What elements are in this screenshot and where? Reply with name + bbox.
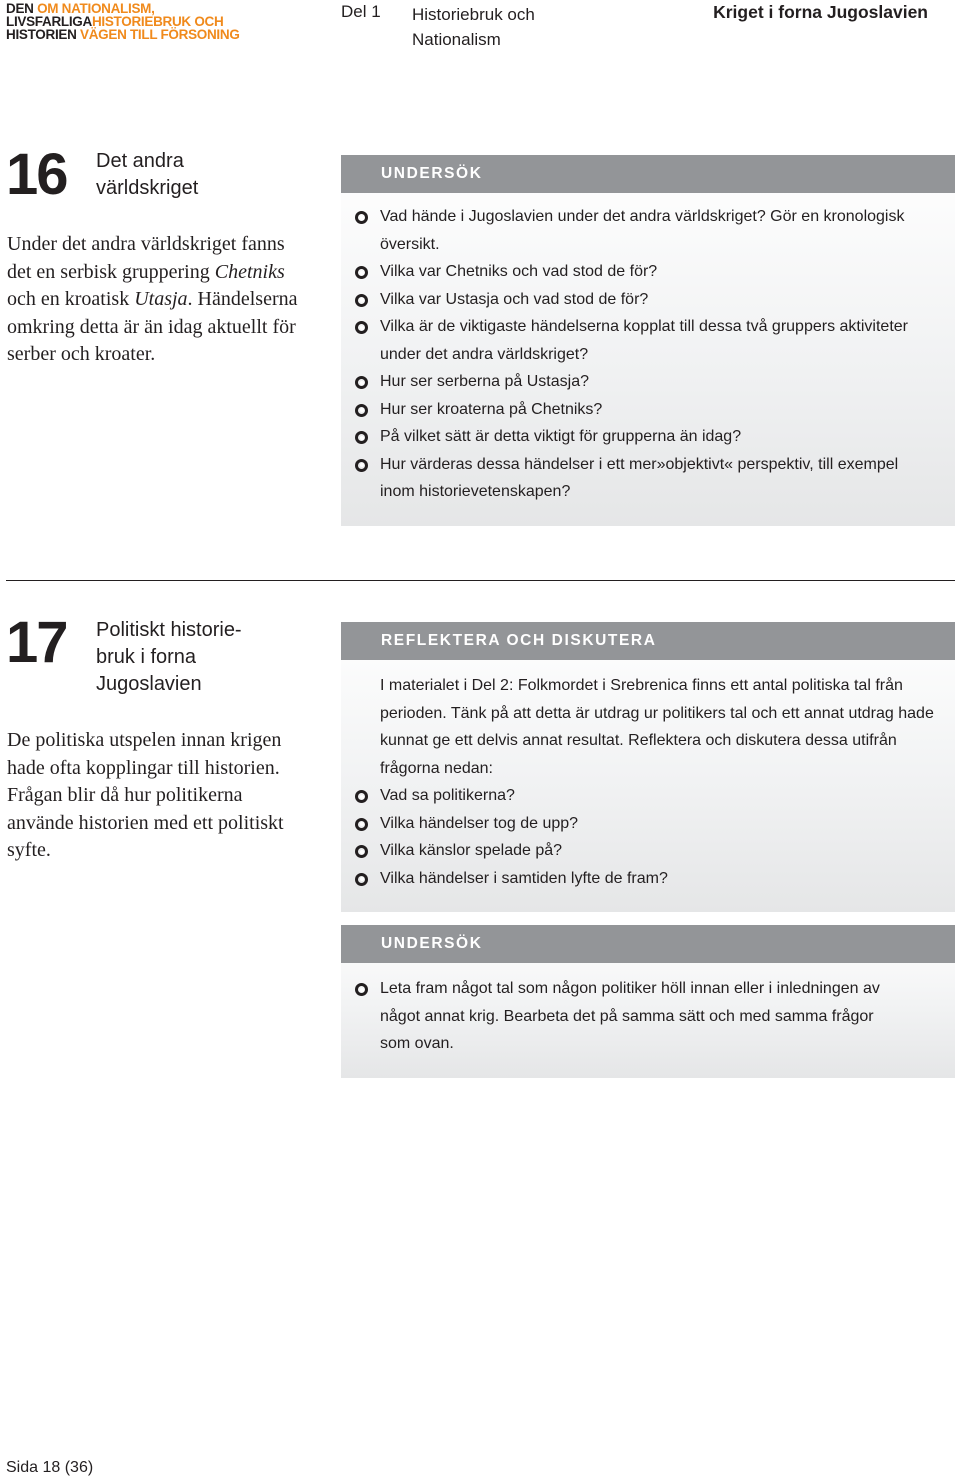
- bullet-icon: [355, 790, 368, 803]
- list-item: [341, 451, 935, 506]
- subject-line-2: Nationalism: [412, 30, 501, 49]
- question-text: Vad hände i Jugoslavien under det andra världskriget? Gör en kronologisk översikt.: [380, 208, 905, 253]
- bullet-icon: [355, 845, 368, 858]
- question-text: Vilka händelser tog de upp?: [380, 814, 579, 832]
- section-17-title-line-1: Politiskt historie-: [96, 619, 242, 641]
- reflect-heading: REFLEKTERA OCH DISKUTERA: [341, 622, 955, 660]
- list-item: [341, 975, 905, 1058]
- investigate-heading: UNDERSÖK: [341, 155, 955, 193]
- question-text: På vilket sätt är detta viktigt för grupperna än idag?: [380, 428, 742, 445]
- section-16-investigate-box: [341, 155, 955, 526]
- list-item: [341, 368, 935, 396]
- list-item: [341, 837, 935, 865]
- section-divider: [6, 580, 955, 581]
- question-text: Leta fram något tal som någon politiker höll innan eller i inledningen av något annat krig. Bearbeta det på samma sätt och med samma frågor som ovan.: [380, 980, 880, 1052]
- bullet-icon: [355, 873, 368, 886]
- investigate-content: [341, 963, 955, 1072]
- question-text: Vad sa politikerna?: [380, 787, 515, 804]
- reflect-paragraph: I materialet i Del 2: Folkmordet i Srebrenica finns ett antal politiska tal från perioden. Tänk på att detta är utdrag ur politikers tal och ett annat utdrag hade kunnat ge ett delvis annat resultat. Reflektera och diskutera dessa utifrån frågorna nedan:: [380, 677, 934, 777]
- bullet-icon: [355, 818, 368, 831]
- section-17-title-line-3: Jugoslavien: [96, 673, 202, 695]
- list-item: [341, 313, 935, 368]
- section-16-intro: [7, 231, 307, 369]
- reflect-discuss-box: [341, 622, 955, 912]
- list-item: [341, 203, 935, 258]
- section-16-title: [96, 148, 198, 202]
- section-17-title-line-2: bruk i forna: [96, 646, 197, 668]
- section-17-number: 17: [6, 610, 67, 675]
- logo-orange-3: VÄGEN TILL FÖRSONING: [80, 27, 240, 42]
- question-text: Vilka var Ustasja och vad stod de för?: [380, 290, 649, 308]
- question-text: Hur värderas dessa händelser i ett mer»objektivt« perspektiv, till exempel inom historievetenskapen?: [380, 455, 899, 500]
- list-item: [341, 865, 935, 893]
- question-text: Hur ser serberna på Ustasja?: [380, 373, 589, 390]
- list-item: [341, 810, 935, 838]
- logo-dark-2: LIVSFARLIGA: [6, 14, 92, 29]
- logo-dark-1: DEN: [6, 1, 34, 16]
- intro-text-1: Under det andra världskriget fanns det en serbisk gruppering: [7, 233, 285, 283]
- question-text: Vilka är de viktigaste händelserna kopplat till dessa två gruppers aktiviteter under det andra världskriget?: [380, 318, 908, 363]
- question-text: Vilka var Chetniks och vad stod de för?: [380, 263, 658, 280]
- bullet-icon: [355, 321, 368, 334]
- section-16-number: 16: [6, 142, 67, 207]
- bullet-icon: [355, 404, 368, 417]
- intro-utasja: Utasja: [134, 288, 188, 310]
- intro-text-2: och en kroatisk: [7, 288, 135, 310]
- section-17-intro: De politiska utspelen innan krigen hade ofta kopplingar till historien. Frågan blir då hur politikerna använde historien med ett politiskt syfte.: [7, 729, 284, 861]
- investigate-heading: UNDERSÖK: [341, 925, 955, 963]
- reflect-content: [341, 660, 955, 906]
- bullet-icon: [355, 983, 368, 996]
- list-item: [341, 423, 935, 451]
- bullet-icon: [355, 459, 368, 472]
- section-16-title-line-1: Det andra: [96, 150, 184, 172]
- chapter-title: Kriget i forna Jugoslavien: [713, 2, 928, 22]
- subject-line-1: Historiebruk och: [412, 5, 535, 24]
- subject-label: [412, 2, 535, 52]
- list-item: [341, 286, 935, 314]
- list-item: [341, 396, 935, 424]
- intro-text-3: . Händelserna omkring detta är än idag aktuellt för serber och kroater.: [7, 288, 298, 365]
- logo-orange-2: HISTORIEBRUK OCH: [91, 14, 224, 29]
- section-17-title: [96, 617, 242, 698]
- section-17-investigate-box: [341, 925, 955, 1078]
- bullet-icon: [355, 294, 368, 307]
- bullet-icon: [355, 211, 368, 224]
- list-item: [341, 782, 935, 810]
- page-number: Sida 18 (36): [6, 1459, 94, 1476]
- question-text: Hur ser kroaterna på Chetniks?: [380, 400, 603, 418]
- bullet-icon: [355, 266, 368, 279]
- list-item: [341, 258, 935, 286]
- bullet-icon: [355, 431, 368, 444]
- section-16-title-line-2: världskriget: [96, 177, 199, 199]
- publication-logo: [6, 2, 240, 41]
- part-label: Del 1: [341, 2, 381, 21]
- intro-chetniks: Chetniks: [214, 260, 285, 283]
- logo-dark-3: HISTORIEN: [6, 27, 77, 42]
- bullet-icon: [355, 376, 368, 389]
- question-list: [341, 193, 955, 520]
- logo-orange-1: OM NATIONALISM,: [37, 1, 155, 16]
- question-text: Vilka känslor spelade på?: [380, 842, 563, 859]
- question-text: Vilka händelser i samtiden lyfte de fram?: [380, 869, 668, 887]
